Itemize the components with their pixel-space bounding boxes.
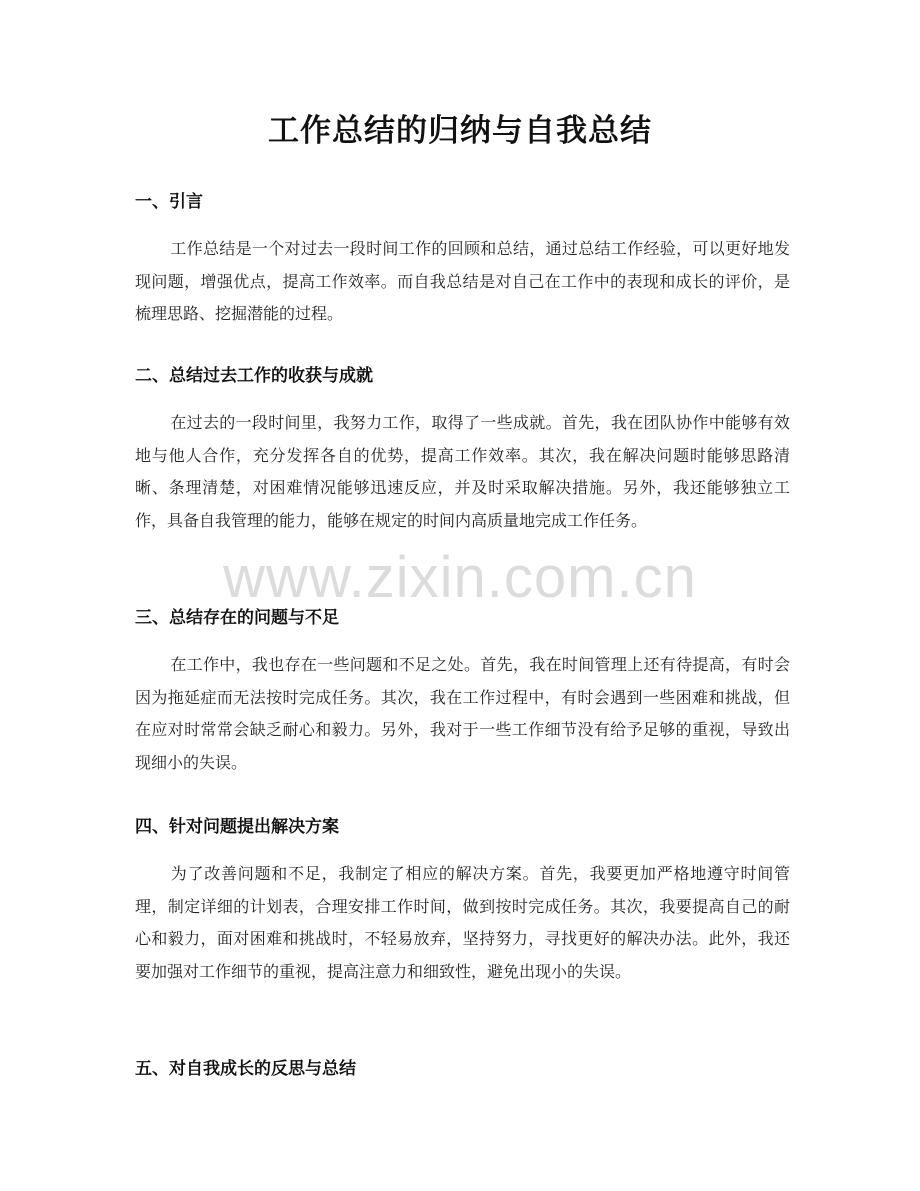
section-paragraph-achievements: 在过去的一段时间里，我努力工作，取得了一些成就。首先，我在团队协作中能够有效地与他人合作，充分发挥各自的优势，提高工作效率。其次，我在解决问题时能够思路清晰、条理清楚，对困难情况能够迅速反应，并及时采取解决措施。另外，我还能够独立工作，具备自我管理的能力，能够在规定的时间内高质量地完成工作任务。 [135, 413, 790, 530]
section-heading-achievements: 二、总结过去工作的收获与成就 [135, 366, 373, 386]
section-heading-reflection: 五、对自我成长的反思与总结 [135, 1059, 356, 1079]
section-heading-problems: 三、总结存在的问题与不足 [135, 608, 339, 628]
page-title: 工作总结的归纳与自我总结 [268, 113, 652, 149]
section-paragraph-problems: 在工作中，我也存在一些问题和不足之处。首先，我在时间管理上还有待提高，有时会因为拖延症而无法按时完成任务。其次，我在工作过程中，有时会遇到一些困难和挑战，但在应对时常常会缺乏耐心和毅力。另外，我对于一些工作细节没有给予足够的重视，导致出现细小的失误。 [135, 655, 790, 772]
section-paragraph-intro: 工作总结是一个对过去一段时间工作的回顾和总结，通过总结工作经验，可以更好地发现问题，增强优点，提高工作效率。而自我总结是对自己在工作中的表现和成长的评价，是梳理思路、挖掘潜能的过程。 [135, 239, 790, 323]
section-heading-solutions: 四、针对问题提出解决方案 [135, 817, 339, 837]
watermark: www.zixin.com.cn [223, 545, 697, 610]
section-heading-intro: 一、引言 [135, 192, 203, 212]
section-paragraph-solutions: 为了改善问题和不足，我制定了相应的解决方案。首先，我要更加严格地遵守时间管理，制定详细的计划表，合理安排工作时间，做到按时完成任务。其次，我要提高自己的耐心和毅力，面对困难和挑战时，不轻易放弃，坚持努力，寻找更好的解决办法。此外，我还要加强对工作细节的重视，提高注意力和细致性，避免出现小的失误。 [135, 864, 790, 981]
